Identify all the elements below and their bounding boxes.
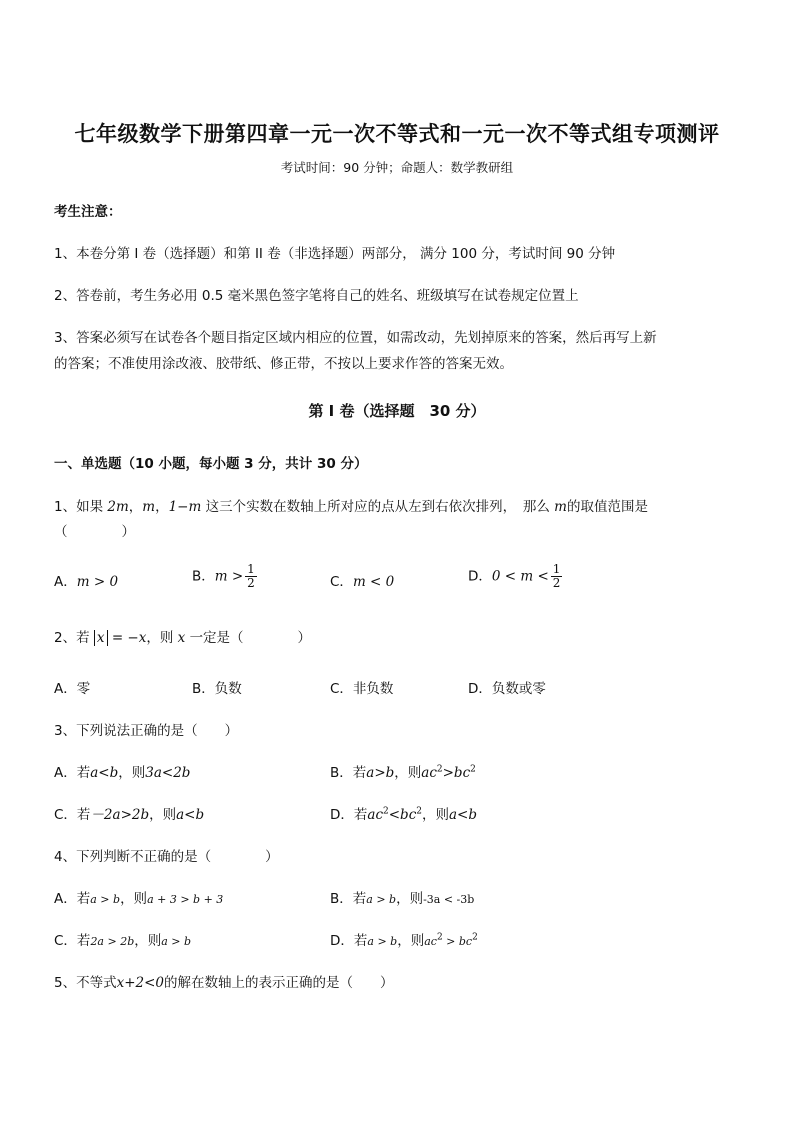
absolute-value: x (94, 630, 108, 646)
notice-item-3-line-2: 的答案；不准使用涂改液、胶带纸、修正带，不按以上要求作答的答案无效。 (54, 356, 513, 372)
fraction: $\frac{1}{2}$ (552, 562, 561, 590)
question-2-option-d[interactable]: D．负数或零 (468, 681, 546, 697)
question-2-option-a[interactable]: A．零 (54, 681, 91, 697)
part-title: 第 I 卷（选择题 30 分） (308, 402, 486, 420)
question-1-option-a[interactable]: A．m > 0 (54, 574, 119, 590)
question-2-option-c[interactable]: C．非负数 (330, 681, 394, 697)
notice-item-1: 1、本卷分第 I 卷（选择题）和第 II 卷（非选择题）两部分， 满分 100 分，考试时间 90 分钟 (54, 246, 616, 262)
question-2-option-b[interactable]: B．负数 (192, 681, 242, 697)
question-4-option-c[interactable]: C．若2a > 2b，则a > b (54, 933, 192, 949)
question-2-stem: 2、若 x = −x，则 x 一定是（ ） (54, 630, 312, 646)
question-1-option-b[interactable]: B．m > $\frac{1}{2}$ (192, 562, 255, 590)
question-3-stem: 3、下列说法正确的是（ ） (54, 723, 239, 739)
question-4-option-b[interactable]: B．若a > b，则-3a < -3b (330, 891, 475, 907)
question-1-answer-blank: （ ） (54, 524, 135, 540)
notice-heading: 考生注意： (54, 204, 122, 220)
notice-item-3-line-1: 3、答案必须写在试卷各个题目指定区域内相应的位置，如需改动，先划掉原来的答案，然后再写上新 (54, 330, 657, 346)
question-3-option-a[interactable]: A．若a<b，则3a<2b (54, 765, 191, 781)
question-3-option-c[interactable]: C．若－2a>2b，则a<b (54, 807, 205, 823)
question-1-stem: 1、如果 2m，m，1−m 这三个实数在数轴上所对应的点从左到右依次排列， 那么 m的取值范围是 (54, 499, 648, 515)
question-3-option-d[interactable]: D．若$ac^2<bc^2$，则a<b (330, 806, 478, 823)
question-5-stem: 5、不等式x+2<0的解在数轴上的表示正确的是（ ） (54, 975, 394, 991)
notice-item-2: 2、答卷前，考生务必用 0.5 毫米黑色签字笔将自己的姓名、班级填写在试卷规定位置上 (54, 288, 579, 304)
question-1-option-c[interactable]: C．m < 0 (330, 574, 395, 590)
exam-info: 考试时间：90 分钟；命题人：数学教研组 (280, 160, 514, 175)
page-title: 七年级数学下册第四章一元一次不等式和一元一次不等式组专项测评 (74, 121, 720, 146)
question-4-option-d[interactable]: D．若a > b，则$ac^2 > bc^2$ (330, 932, 478, 949)
question-1-option-d[interactable]: D．0 < m < $\frac{1}{2}$ (468, 562, 561, 590)
question-4-option-a[interactable]: A．若a > b，则a + 3 > b + 3 (54, 891, 224, 907)
fraction: $\frac{1}{2}$ (247, 562, 255, 590)
question-3-option-b[interactable]: B．若a>b，则$ac^2>bc^2$ (330, 764, 476, 781)
question-4-stem: 4、下列判断不正确的是（ ） (54, 849, 279, 865)
question-group-title: 一、单选题（10 小题，每小题 3 分，共计 30 分） (54, 456, 368, 472)
